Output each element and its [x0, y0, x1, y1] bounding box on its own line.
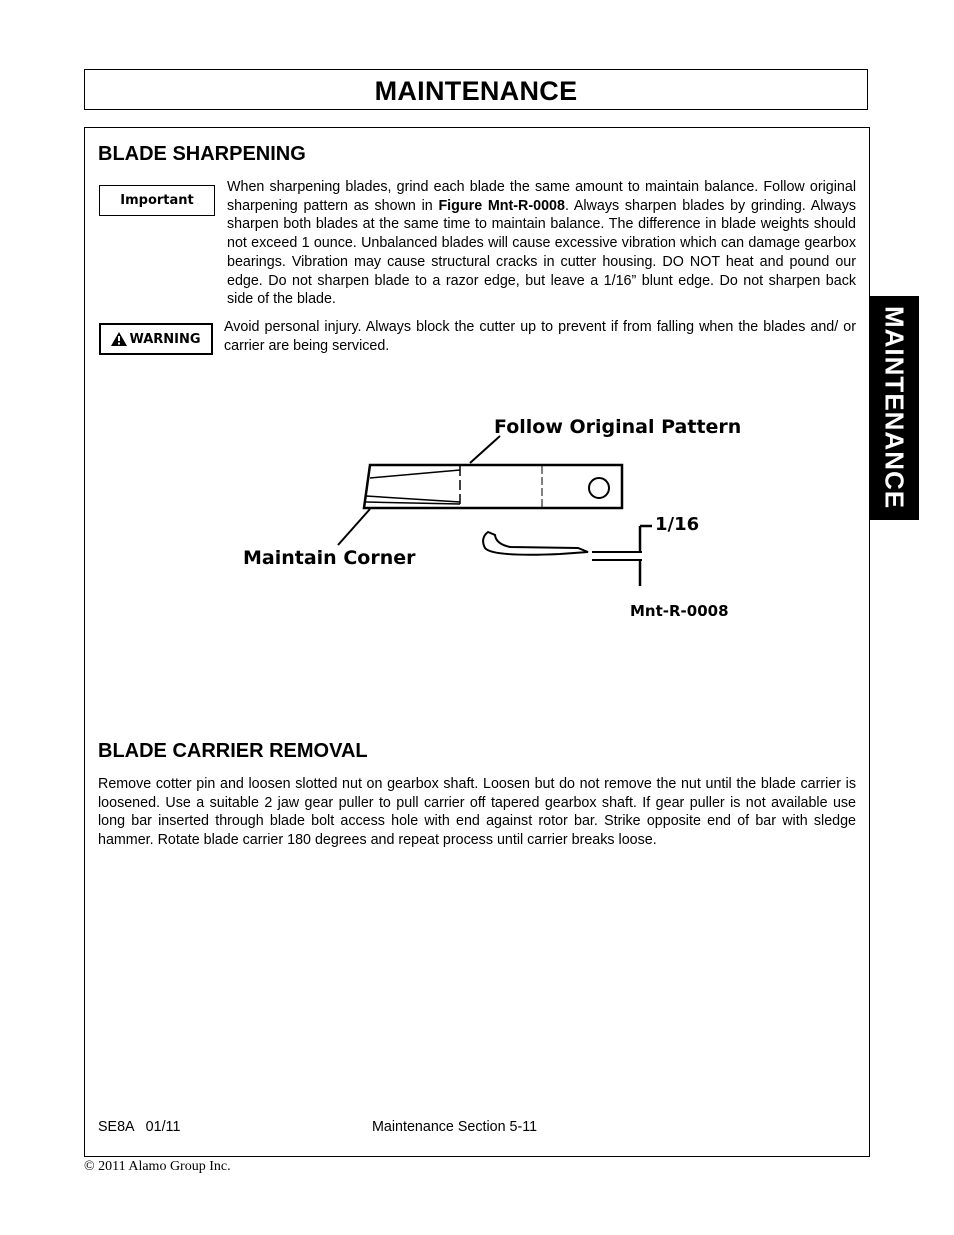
- page-header-title: MAINTENANCE: [374, 75, 578, 106]
- blade-bolt-hole: [589, 478, 609, 498]
- footer-doc-code: SE8A 01/11: [98, 1119, 181, 1135]
- blade-bevel-lines: [366, 470, 460, 504]
- section-side-tab: [869, 296, 919, 520]
- side-tab-label: MAINTENANCE: [879, 306, 910, 510]
- copyright: © 2011 Alamo Group Inc.: [84, 1159, 231, 1174]
- label-follow-pattern: Follow Original Pattern: [494, 416, 742, 438]
- important-label: Important: [120, 193, 194, 208]
- label-dimension: 1/16: [655, 514, 700, 535]
- section-title-blade-carrier-removal: BLADE CARRIER REMOVAL: [98, 740, 368, 762]
- warning-badge: [99, 323, 213, 355]
- important-text-post: . Always sharpen blades by grinding. Always sharpen both blades at the same time to maintain balance. The difference in blade weights should not exceed 1 ounce. Unbalanced blades will cause excessive vibration which can damage gearbox bearings. Vibration may cause structural cracks in cutter housing. DO NOT heat and pound our edge. Do not sharpen blade to a razor edge, but leave a 1/16” blunt edge. Do not sharpen back side of the blade.: [227, 197, 857, 308]
- warning-paragraph: Avoid personal injury. Always block the cutter up to prevent if from falling when the blades and/ or carrier are being serviced.: [224, 319, 856, 354]
- important-text-pre: When sharpening blades, grind each blade the same amount to maintain balance. Follow original sharpening pattern as shown in: [227, 179, 856, 214]
- header-box: [84, 69, 868, 110]
- label-maintain-corner: Maintain Corner: [243, 547, 416, 569]
- important-badge: [99, 185, 215, 216]
- figure-id: Mnt-R-0008: [630, 602, 729, 620]
- figure-reference: Figure Mnt-R-0008: [438, 197, 565, 214]
- section-title-blade-sharpening: BLADE SHARPENING: [98, 143, 306, 165]
- footer-section: Maintenance Section 5-11: [372, 1119, 538, 1135]
- warning-triangle-icon: [111, 332, 127, 346]
- blade-edge-profile: [483, 532, 588, 555]
- corner-leader-line: [338, 509, 370, 545]
- important-paragraph: [227, 178, 856, 309]
- blade-outline: [364, 465, 622, 508]
- carrier-removal-paragraph: Remove cotter pin and loosen slotted nut on gearbox shaft. Loosen but do not remove the nut until the blade carrier is loosened. Use a suitable 2 jaw gear puller to pull carrier off tapered gearbox shaft. If gear puller is not available use long bar inserted through blade bolt access hole with end against rotor bar. Strike opposite end of bar with sledge hammer. Rotate blade carrier 180 degrees and repeat process until carrier breaks loose.: [98, 776, 856, 849]
- blade-sharpening-figure: [230, 408, 750, 628]
- pattern-leader-line: [470, 436, 500, 463]
- warning-label: WARNING: [129, 331, 201, 347]
